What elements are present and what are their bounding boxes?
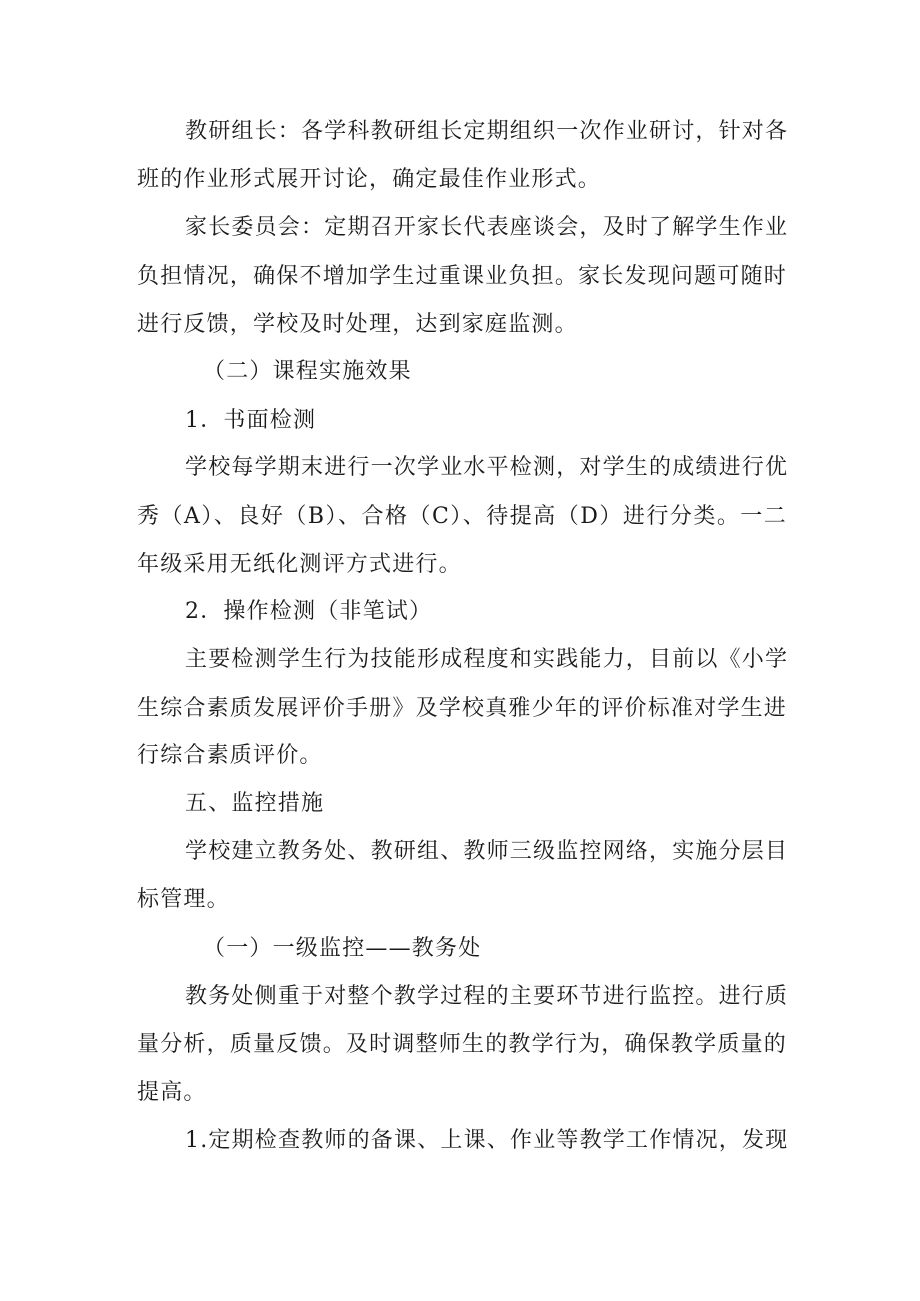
paragraph-line: 年级采用无纸化测评方式进行。 — [137, 552, 462, 577]
paragraph-line: 家长委员会：定期召开家长代表座谈会，及时了解学生作业 — [185, 215, 789, 240]
paragraph-line: 标管理。 — [137, 887, 230, 912]
paragraph-line: 提高。 — [137, 1080, 207, 1105]
subsection-heading: 1．书面检测 — [185, 408, 317, 433]
paragraph-line: 量分析，质量反馈。及时调整师生的教学行为，确保教学质量的 — [137, 1032, 787, 1057]
paragraph-line: 生综合素质发展评价手册》及学校真雅少年的评价标准对学生进 — [137, 696, 787, 721]
subsection-heading: 2．操作检测（非笔试） — [185, 599, 433, 624]
paragraph-line: 进行反馈，学校及时处理，达到家庭监测。 — [137, 312, 578, 337]
section-heading: （一）一级监控——教务处 — [203, 936, 482, 961]
section-heading: 五、监控措施 — [185, 791, 325, 816]
paragraph-line: 主要检测学生行为技能形成程度和实践能力，目前以《小学 — [185, 647, 789, 672]
paragraph-line: 教务处侧重于对整个教学过程的主要环节进行监控。进行质 — [185, 984, 789, 1009]
paragraph-line: 学校每学期末进行一次学业水平检测，对学生的成绩进行优 — [185, 455, 789, 480]
section-heading: （二）课程实施效果 — [203, 359, 412, 384]
paragraph-line: 1.定期检查教师的备课、上课、作业等教学工作情况，发现 — [185, 1128, 789, 1153]
paragraph-line: 学校建立教务处、教研组、教师三级监控网络，实施分层目 — [185, 839, 789, 864]
paragraph-line: 行综合素质评价。 — [137, 743, 323, 768]
paragraph-line: 秀（A）、良好（B）、合格（C）、待提高（D）进行分类。一二 — [137, 504, 787, 529]
paragraph-line: 负担情况，确保不增加学生过重课业负担。家长发现问题可随时 — [137, 264, 787, 289]
paragraph-line: 班的作业形式展开讨论，确定最佳作业形式。 — [137, 167, 602, 192]
paragraph-line: 教研组长：各学科教研组长定期组织一次作业研讨，针对各 — [185, 119, 789, 144]
